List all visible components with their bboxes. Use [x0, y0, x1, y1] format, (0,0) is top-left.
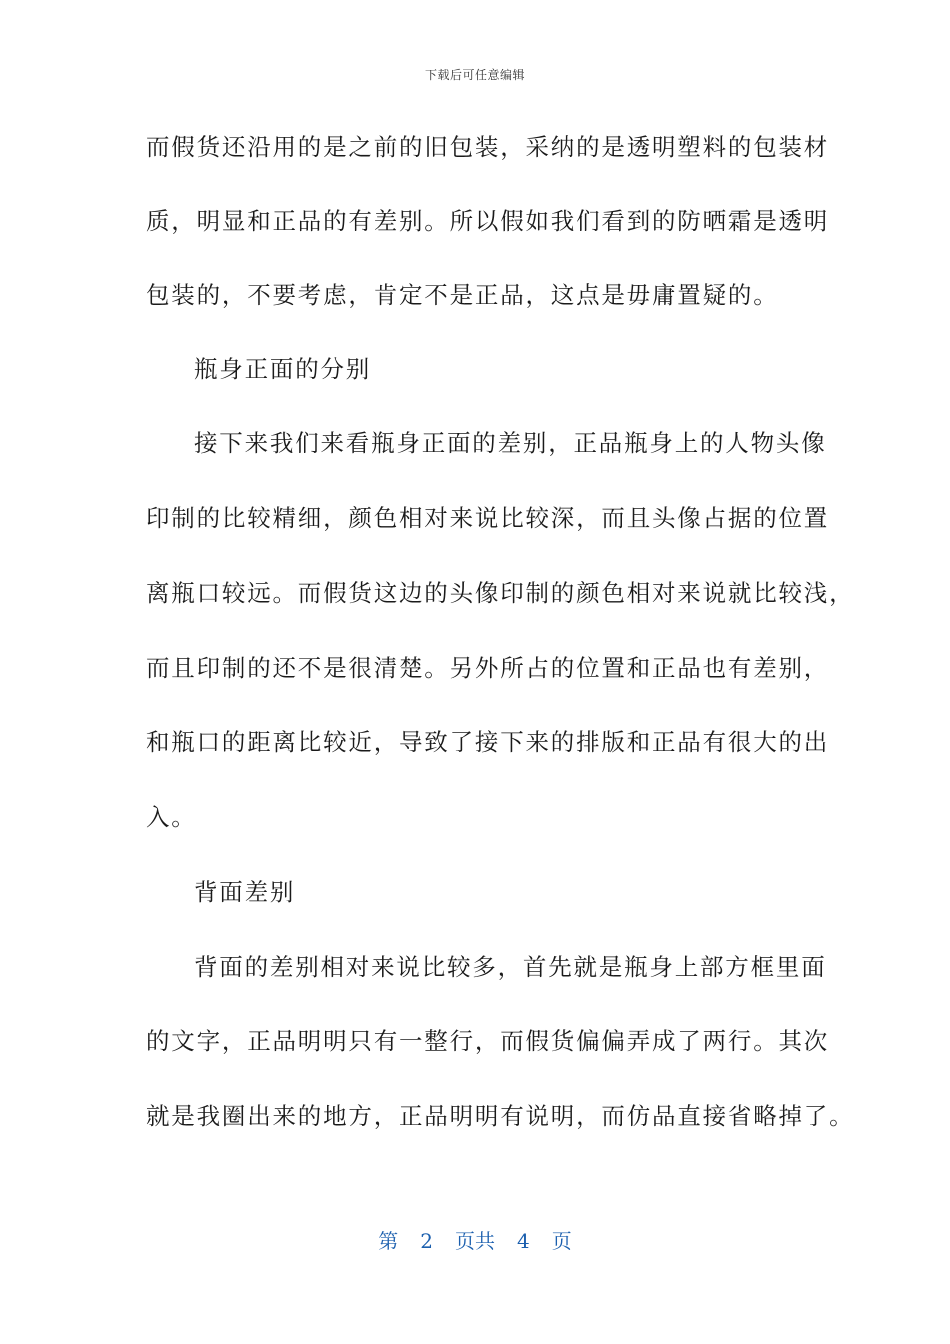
text-line: 而假货还沿用的是之前的旧包装，采纳的是透明塑料的包装材	[146, 133, 830, 161]
text-line: 离瓶口较远。而假货这边的头像印制的颜色相对来说就比较浅，	[146, 579, 855, 607]
footer-total-pages: 4	[517, 1229, 530, 1253]
header-note: 下载后可任意编辑	[424, 68, 525, 82]
text-line: 而且印制的还不是很清楚。另外所占的位置和正品也有差别，	[146, 654, 830, 682]
text-line: 印制的比较精细，颜色相对来说比较深，而且头像占据的位置	[146, 504, 830, 532]
text-line: 质，明显和正品的有差别。所以假如我们看到的防晒霜是透明	[146, 207, 830, 235]
text-line: 入。	[146, 803, 197, 831]
section-heading-front: 瓶身正面的分别	[194, 355, 372, 383]
text-line: 和瓶口的距离比较近，导致了接下来的排版和正品有很大的出	[146, 728, 830, 756]
page-number-footer	[0, 1225, 950, 1254]
text-line: 包装的，不要考虑，肯定不是正品，这点是毋庸置疑的。	[146, 281, 779, 309]
footer-middle: 页共	[455, 1229, 495, 1253]
footer-prefix: 第	[378, 1229, 399, 1253]
footer-current-page: 2	[420, 1229, 433, 1253]
text-line: 背面的差别相对来说比较多，首先就是瓶身上部方框里面	[194, 953, 827, 981]
text-line: 接下来我们来看瓶身正面的差别，正品瓶身上的人物头像	[194, 429, 827, 457]
section-heading-back: 背面差别	[194, 878, 296, 906]
footer-suffix: 页	[551, 1229, 572, 1253]
text-line: 就是我圈出来的地方，正品明明有说明，而仿品直接省略掉了。	[146, 1102, 855, 1130]
text-line: 的文字，正品明明只有一整行，而假货偏偏弄成了两行。其次	[146, 1027, 830, 1055]
